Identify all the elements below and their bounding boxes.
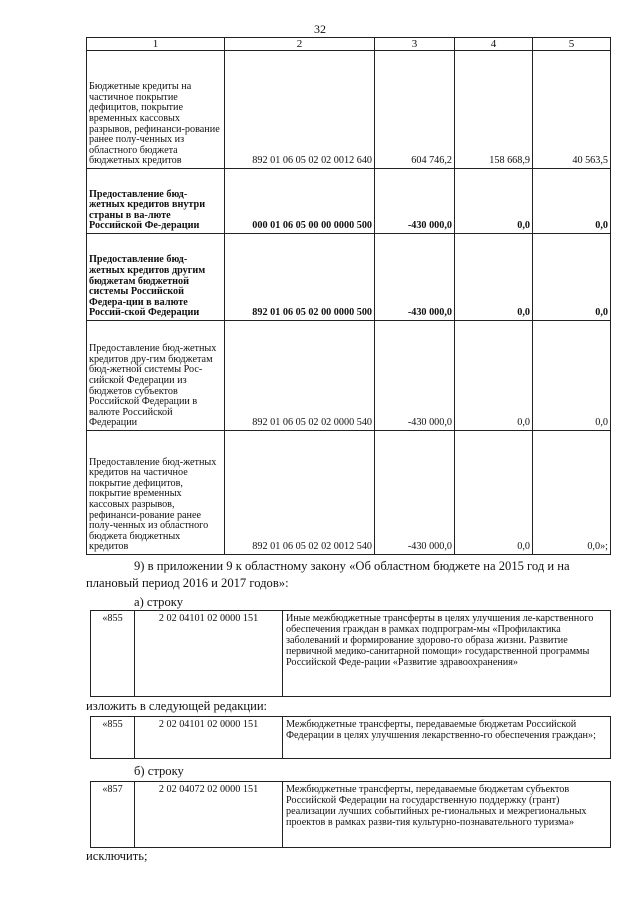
row-value-2017: 0,0 [533,169,611,234]
row-code: 892 01 06 05 02 02 0000 540 [225,321,375,431]
table-row [87,321,611,431]
table-header-row [87,38,611,51]
row-code: 892 01 06 05 02 02 0012 640 [225,51,375,169]
label-exclude: исключить; [86,849,148,863]
admin-code: «855 [91,611,135,697]
column-header: 3 [375,38,455,51]
kbk-code: 2 02 04101 02 0000 151 [135,717,283,759]
row-name: Предоставление бюд-жетных кредитов внутри страны в ва-люте Российской Фе-дерации [87,169,225,234]
row-name: Предоставление бюд-жетных кредитов дру-гим бюджетам бюд-жетной системы Рос-сийской Федерации из бюджетов субъектов Российской Федерации в валюте Российской Федерации [87,321,225,431]
row-description: Межбюджетные трансферты, передаваемые бюджетам субъектов Российской Федерации на государственную поддержку (грант) реализации лучших событийных ре-гиональных и межрегиональных проектов в рамках разви-тия культурно-познавательного туризма» [283,782,611,848]
label-new-edition: изложить в следующей редакции: [86,699,268,713]
admin-code: «855 [91,717,135,759]
table-row [91,611,611,697]
kbk-code: 2 02 04101 02 0000 151 [135,611,283,697]
admin-code: «857 [91,782,135,848]
row-code: 000 01 06 05 00 00 0000 500 [225,169,375,234]
row-value-2016: 0,0 [455,431,533,555]
row-description: Межбюджетные трансферты, передаваемые бюджетам Российской Федерации в целях улучшения лекарственно-го обеспечения граждан»; [283,717,611,759]
sources-table [86,37,611,555]
row-value-2015: -430 000,0 [375,234,455,321]
row-value-2016: 0,0 [455,321,533,431]
kbk-code: 2 02 04072 02 0000 151 [135,782,283,848]
row-value-2015: -430 000,0 [375,169,455,234]
page-number: 32 [314,22,326,36]
row-value-2015: -430 000,0 [375,431,455,555]
row-code: 892 01 06 05 02 00 0000 500 [225,234,375,321]
table-a-original [90,610,611,697]
row-value-2017: 40 563,5 [533,51,611,169]
row-value-2015: 604 746,2 [375,51,455,169]
row-name: Предоставление бюд-жетных кредитов на частичное покрытие дефицитов, покрытие временных кассовых разрывов, рефинанси-рование ранее полу-ченных из областного бюджета бюджетных кредитов [87,431,225,555]
column-header: 5 [533,38,611,51]
label-a: а) строку [134,595,184,609]
column-header: 2 [225,38,375,51]
row-value-2016: 0,0 [455,169,533,234]
column-header: 4 [455,38,533,51]
row-value-2016: 0,0 [455,234,533,321]
row-name: Бюджетные кредиты на частичное покрытие дефицитов, покрытие временных кассовых разрывов, рефинанси-рование ранее полу-ченных из областного бюджета бюджетных кредитов [87,51,225,169]
row-code: 892 01 06 05 02 02 0012 540 [225,431,375,555]
label-b: б) строку [134,764,184,778]
row-value-2016: 158 668,9 [455,51,533,169]
table-row [91,717,611,759]
paragraph-9: 9) в приложении 9 к областному закону «Об областном бюджете на 2015 год и на плановый период 2016 и 2017 годов»: [86,559,570,590]
table-row [91,782,611,848]
column-header: 1 [87,38,225,51]
row-description: Иные межбюджетные трансферты в целях улучшения ле-карственного обеспечения граждан в рамках подпрограм-мы «Профилактика заболеваний и формирование здорово-го образа жизни. Развитие первичной медико-санитарной помощи» государственной программы Российской Феде-рации «Развитие здравоохранения» [283,611,611,697]
table-row [87,234,611,321]
row-value-2017: 0,0 [533,234,611,321]
row-value-2015: -430 000,0 [375,321,455,431]
row-name: Предоставление бюд-жетных кредитов другим бюджетам бюджетной системы Российской Федера-ции в валюте Россий-ской Федерации [87,234,225,321]
table-row [87,431,611,555]
table-a-new [90,716,611,759]
row-value-2017: 0,0»; [533,431,611,555]
table-b [90,781,611,848]
table-row [87,51,611,169]
table-row [87,169,611,234]
row-value-2017: 0,0 [533,321,611,431]
